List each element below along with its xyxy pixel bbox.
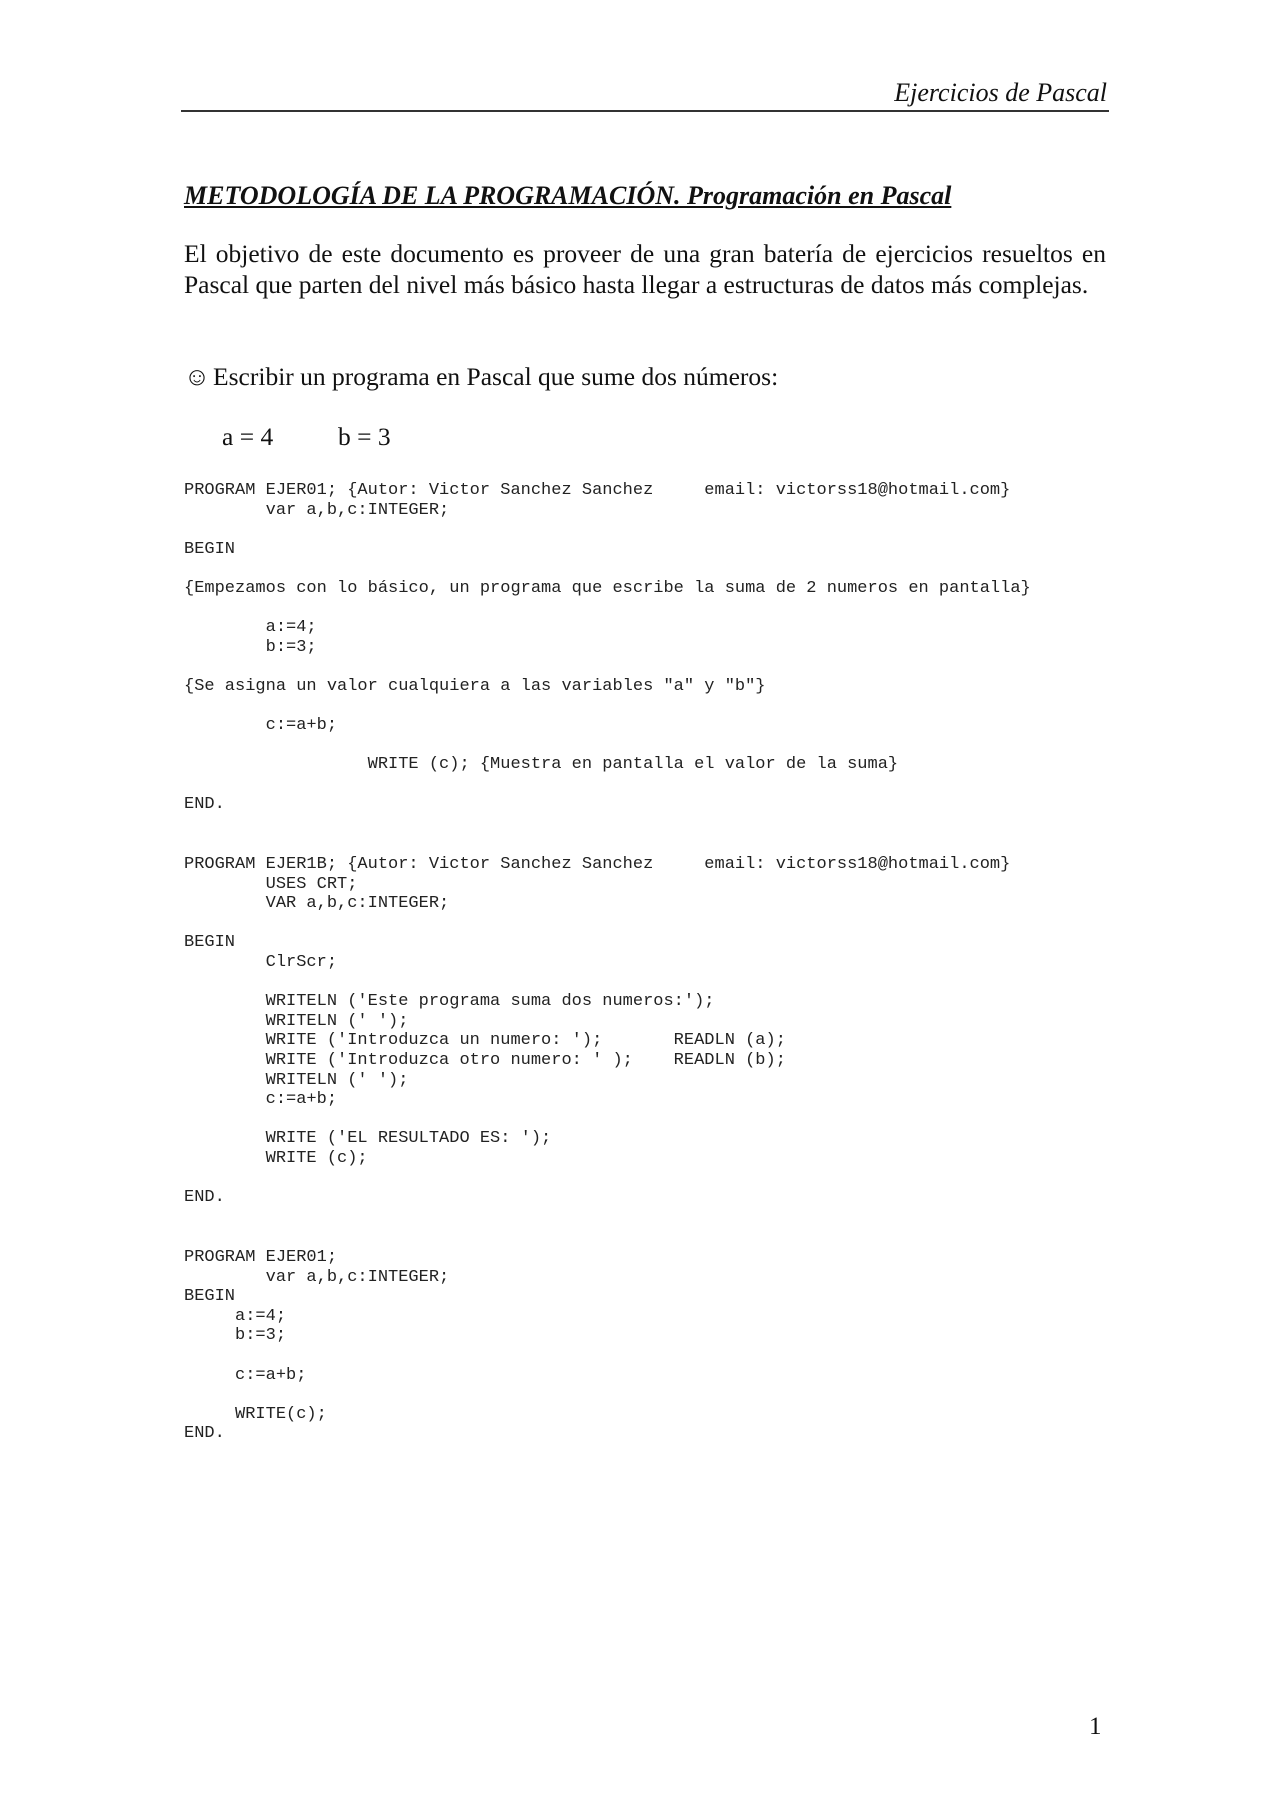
header-title: Ejercicios de Pascal <box>894 78 1107 107</box>
intro-paragraph: El objetivo de este documento es proveer de una gran batería de ejercicios resueltos en Pascal que parten del nivel más básico hasta llegar a estructuras de datos más complejas. <box>184 239 1106 299</box>
code-block-ejer01: PROGRAM EJER01; {Autor: Victor Sanchez Sanchez email: victorss18@hotmail.com} var a,b,c:INTEGER; BEGIN {Empezamos con lo básico, un programa que escribe la suma de 2 numeros en pantalla} a:=4; b:=3; {Se asigna un valor cualquiera a las variables "a" y "b"} c:=a+b; WRITE (c); {Muestra en pantalla el valor de la suma} END. <box>184 481 1031 814</box>
variable-b-value: b = 3 <box>338 422 391 451</box>
smiley-icon: ☺ <box>184 362 211 391</box>
page-number: 1 <box>1089 1713 1102 1740</box>
code-block-ejer1b: PROGRAM EJER1B; {Autor: Victor Sanchez Sanchez email: victorss18@hotmail.com} USES CRT; VAR a,b,c:INTEGER; BEGIN ClrScr; WRITELN ('Este programa suma dos numeros:'); WRITELN (' '); WRITE ('Introduzca un numero: '); READLN (a); WRITE ('Introduzca otro numero: ' ); READLN (b); WRITELN (' '); c:=a+b; WRITE ('EL RESULTADO ES: '); WRITE (c); END. <box>184 855 1011 1208</box>
page-header <box>181 76 1109 112</box>
document-title: METODOLOGÍA DE LA PROGRAMACIÓN. Programación en Pascal <box>184 181 952 210</box>
code-block-ejer01-compact: PROGRAM EJER01; var a,b,c:INTEGER; BEGIN a:=4; b:=3; c:=a+b; WRITE(c); END. <box>184 1248 450 1444</box>
exercise-statement <box>184 362 778 392</box>
variable-a-value: a = 4 <box>222 422 274 451</box>
exercise-text: Escribir un programa en Pascal que sume dos números: <box>213 362 779 391</box>
